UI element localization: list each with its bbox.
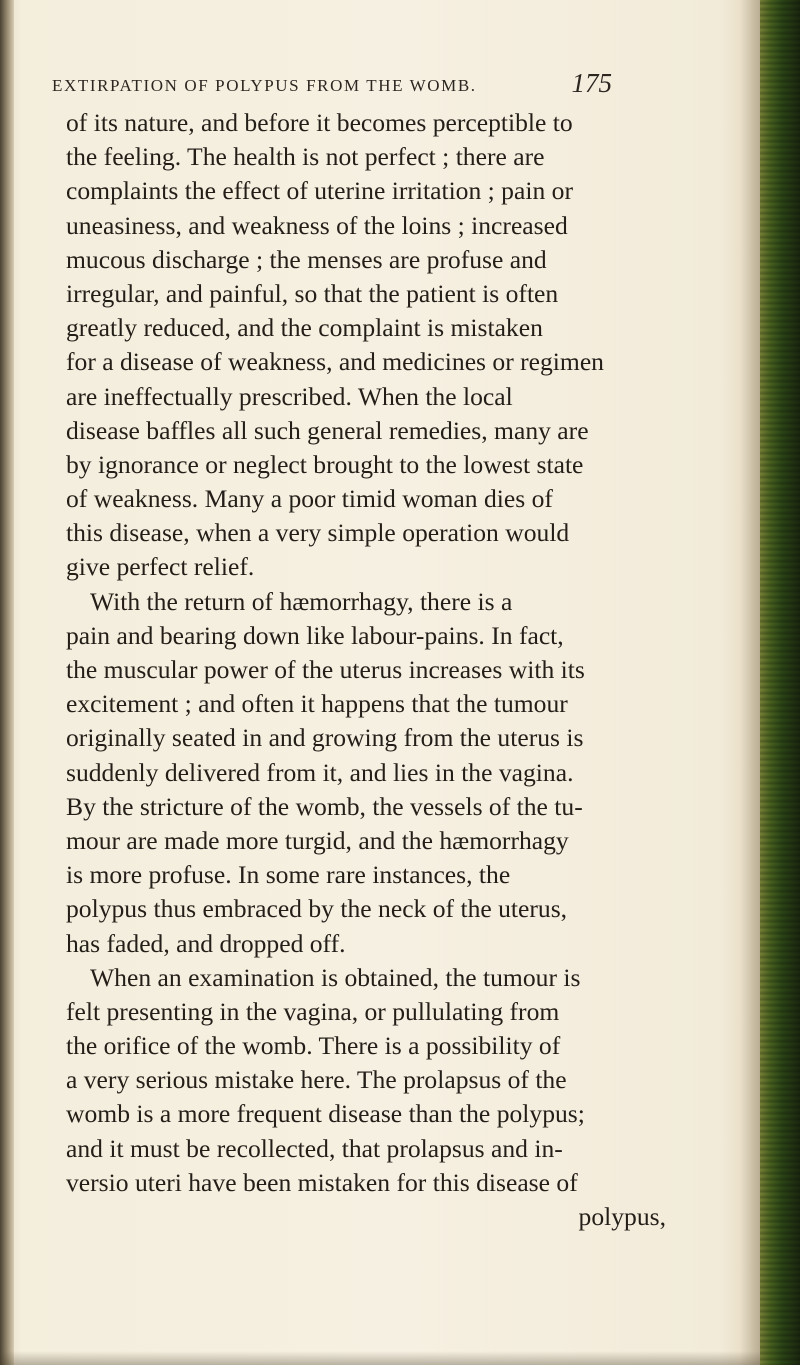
text-line: greatly reduced, and the complaint is mistaken [66, 313, 543, 343]
text-line: complaints the effect of uterine irritation ; pain or [66, 176, 573, 206]
text-line: mucous discharge ; the menses are profuse and [66, 244, 547, 274]
gutter-shadow [740, 0, 760, 1365]
text-line: the orifice of the womb. There is a possibility of [66, 1031, 561, 1061]
text-line: disease baffles all such general remedies, many are [66, 415, 589, 445]
text-line: of its nature, and before it becomes perceptible to [66, 108, 573, 137]
page-bottom-shadow [0, 1351, 760, 1365]
text-line: of weakness. Many a poor timid woman dies of [66, 484, 553, 514]
text-line: suddenly delivered from it, and lies in the vagina. [66, 757, 574, 787]
text-line: and it must be recollected, that prolapsus and in- [66, 1133, 563, 1163]
text-line: With the return of hæmorrhagy, there is a [90, 586, 513, 616]
text-line: irregular, and painful, so that the patient is often [66, 278, 559, 308]
text-line: By the stricture of the womb, the vessels of the tu- [66, 791, 583, 821]
text-line: a very serious mistake here. The prolapsus of the [66, 1065, 567, 1095]
text-line: is more profuse. In some rare instances, the [66, 860, 511, 890]
book-binding [760, 0, 800, 1365]
text-line: the feeling. The health is not perfect ; there are [66, 142, 545, 172]
catchword: polypus, [578, 1202, 666, 1231]
text-line: for a disease of weakness, and medicines or regimen [66, 347, 604, 377]
text-line: originally seated in and growing from the uterus is [66, 723, 584, 753]
text-line: mour are made more turgid, and the hæmorrhagy [66, 825, 569, 855]
text-line: has faded, and dropped off. [66, 928, 346, 958]
page-left-edge [0, 0, 14, 1365]
text-line: pain and bearing down like labour-pains. In fact, [66, 620, 564, 650]
page-number: 175 [571, 68, 612, 98]
text-line: this disease, when a very simple operation would [66, 518, 570, 548]
text-line: polypus thus embraced by the neck of the uterus, [66, 894, 568, 924]
text-line: by ignorance or neglect brought to the lowest state [66, 449, 584, 479]
text-line: felt presenting in the vagina, or pullulating from [66, 996, 560, 1026]
text-line: uneasiness, and weakness of the loins ; increased [66, 210, 568, 240]
running-title: EXTIRPATION OF POLYPUS FROM THE WOMB. [52, 76, 477, 95]
text-line: give perfect relief. [66, 552, 255, 582]
text-line: versio uteri have been mistaken for this disease of [66, 1167, 578, 1197]
text-line: womb is a more frequent disease than the polypus; [66, 1099, 585, 1129]
text-line: When an examination is obtained, the tumour is [90, 962, 581, 992]
text-line: excitement ; and often it happens that the tumour [66, 689, 568, 719]
text-line: the muscular power of the uterus increases with its [66, 655, 585, 684]
body-text [66, 106, 742, 1234]
running-head [52, 62, 612, 102]
text-line: are ineffectually prescribed. When the local [66, 381, 513, 411]
